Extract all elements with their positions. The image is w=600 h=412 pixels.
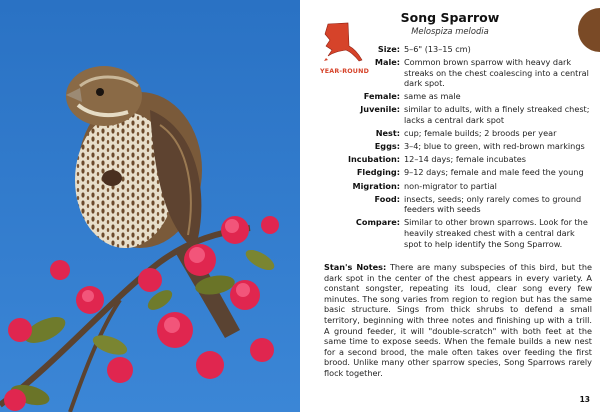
fact-value: insects, seeds; only rarely comes to ground feeders with seeds <box>404 193 582 215</box>
fact-label: Juvenile: <box>360 104 400 115</box>
fact-label: Nest: <box>375 128 400 139</box>
fact-row <box>306 217 590 249</box>
fact-row <box>306 167 590 178</box>
fact-row <box>306 91 590 102</box>
fact-value: similar to adults, with a finely streaked chest; lacks a central dark spot <box>404 104 590 126</box>
fact-value: Common brown sparrow with heavy dark streaks on the chest coalescing into a central dark spot. <box>404 57 589 89</box>
stans-notes <box>324 262 592 379</box>
species-name: Song Sparrow <box>400 10 500 25</box>
fact-label: Eggs: <box>374 141 400 152</box>
fact-row <box>306 128 590 139</box>
fact-label: Size: <box>377 44 400 54</box>
page-number: 13 <box>579 395 590 404</box>
fact-label: Migration: <box>352 180 400 191</box>
fact-label: Fledging: <box>356 167 400 178</box>
fact-row <box>306 181 590 192</box>
fact-label: Food: <box>374 193 400 204</box>
fact-label: Female: <box>363 91 400 102</box>
species-facts <box>306 44 590 252</box>
species-info-panel <box>300 0 600 412</box>
fact-row <box>306 154 590 165</box>
fact-value: Similar to other brown sparrows. Look for the heavily streaked chest with a central dark spot to help identify the Song Sparrow. <box>404 217 588 249</box>
fact-value: cup; female builds; 2 broods per year <box>404 128 557 139</box>
fact-row <box>306 44 590 55</box>
fact-row <box>306 104 590 125</box>
fact-label: Compare: <box>355 217 400 228</box>
fact-label: Incubation: <box>348 154 400 165</box>
fact-value: 9–12 days; female and male feed the young <box>404 167 584 178</box>
fact-label: Male: <box>374 57 400 68</box>
notes-label: Stan's Notes: <box>324 262 387 272</box>
fact-value: 5–6" (13–15 cm) <box>404 44 471 54</box>
fact-row <box>306 57 590 89</box>
fact-value: 3–4; blue to green, with red-brown markings <box>404 141 585 152</box>
fact-value: non-migrator to partial <box>404 180 497 191</box>
fact-value: 12–14 days; female incubates <box>404 154 526 165</box>
fact-row <box>306 141 590 152</box>
notes-text: There are many subspecies of this bird, but the dark spot in the center of the chest appears in every variety. A constant songster, repeating its loud, clear song every few minutes. The song varies from region to region but has the same basic structure. Sings from thick shrubs to defend a small territory, beginning with three notes and finishing up with a trill. A ground feeder, it will "double-scratch" with both feet at the same time to expose seeds. When the female builds a new nest for a second brood, the male often takes over feeding the first brood. Unlike many other sparrow species, Song Sparrows rarely flock together. <box>324 262 592 378</box>
scientific-name: Melospiza melodia <box>411 26 489 36</box>
fact-row <box>306 194 590 215</box>
fact-value: same as male <box>404 91 461 102</box>
range-legend-label: YEAR-ROUND <box>320 68 370 75</box>
